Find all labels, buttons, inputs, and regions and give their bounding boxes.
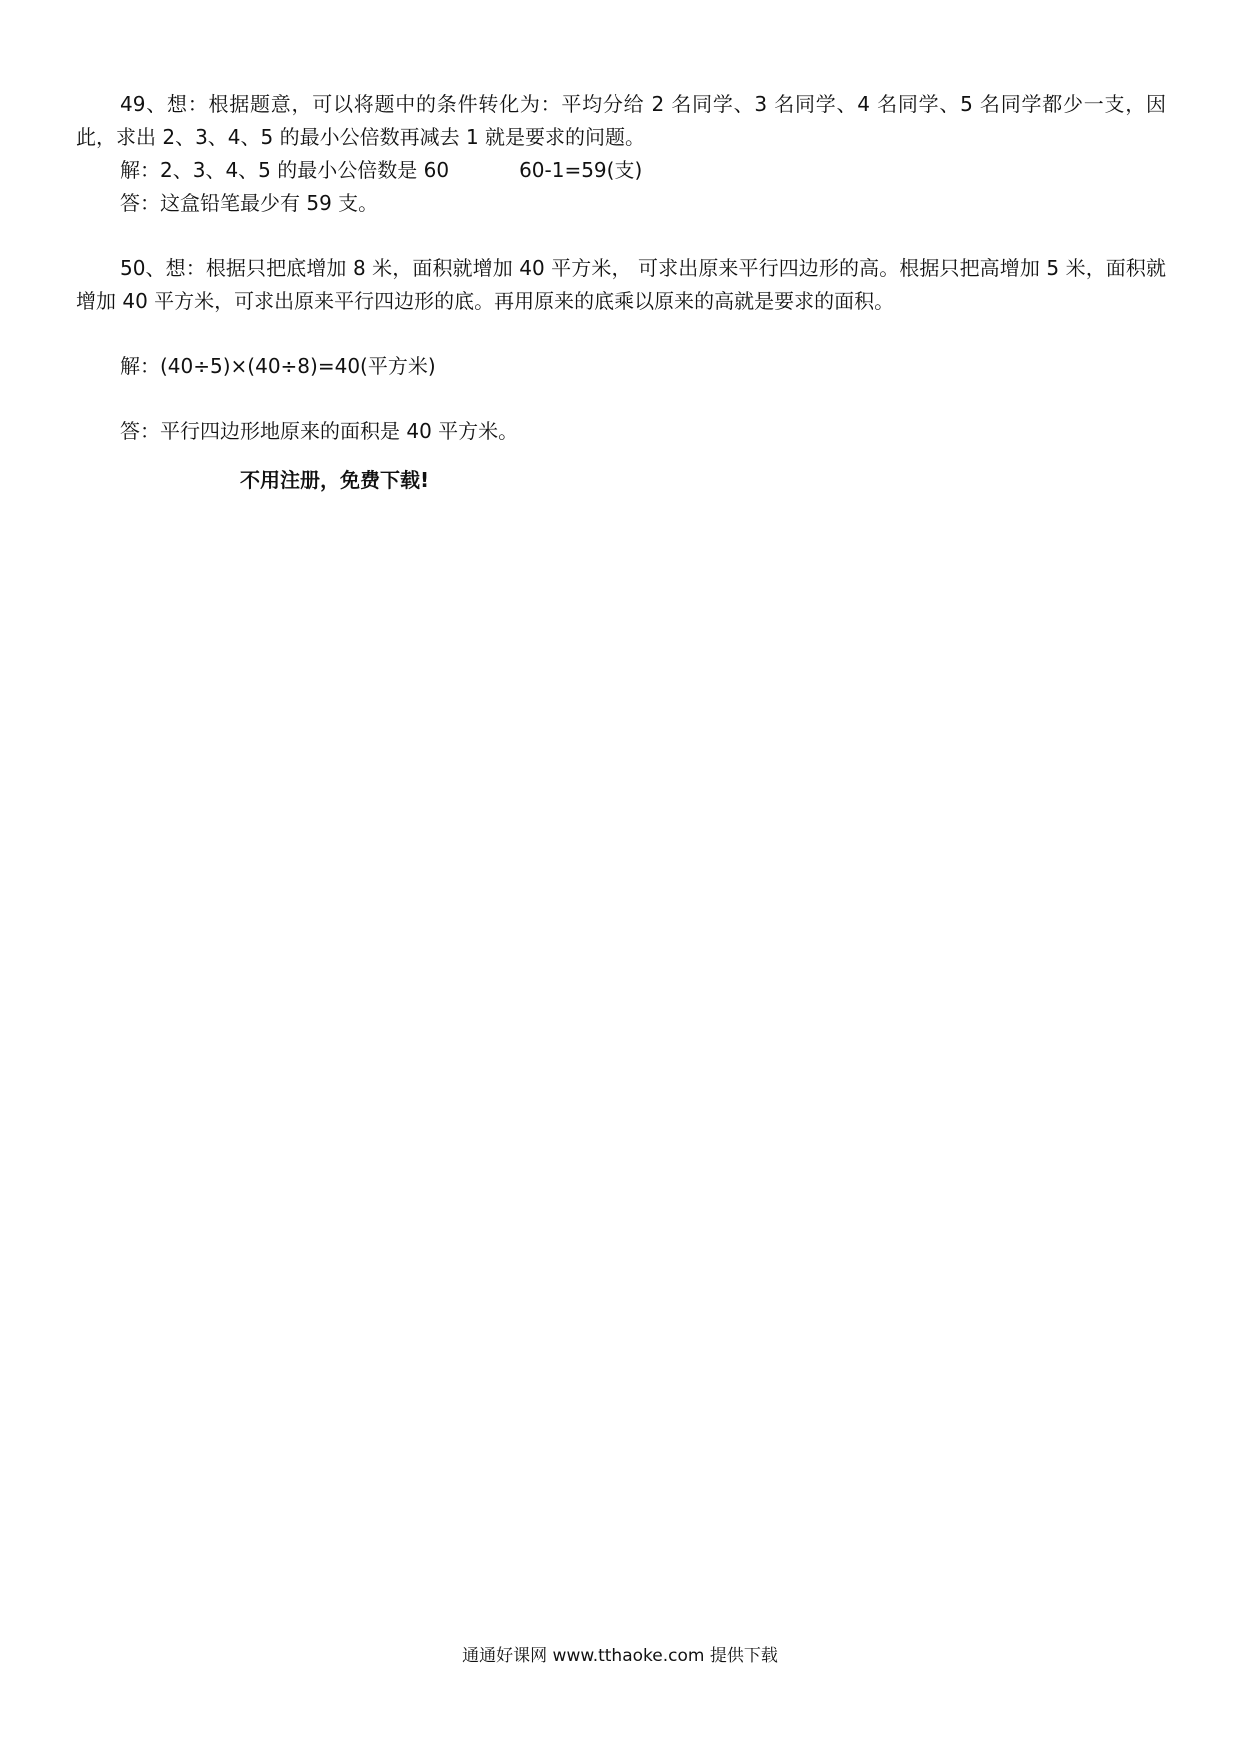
q49-answer: 答：这盒铅笔最少有 59 支。	[120, 191, 379, 215]
download-note: 不用注册，免费下载!	[240, 468, 430, 492]
q50-thinking: 50、想：根据只把底增加 8 米，面积就增加 40 平方米， 可求出原来平行四边形的高。根据只把高增加 5 米，面积就增加 40 平方米，可求出原来平行四边形的底。再用原来的底乘以原来的高就是要求的面积。	[76, 256, 1166, 313]
q49-solution-calc: 60-1=59(支)	[519, 158, 643, 182]
q49-solution	[120, 158, 642, 182]
q49-thinking: 49、想：根据题意，可以将题中的条件转化为：平均分给 2 名同学、3 名同学、4 名同学、5 名同学都少一支，因此，求出 2、3、4、5 的最小公倍数再减去 1 就是要求的问题。	[76, 92, 1166, 149]
q50-solution: 解：(40÷5)×(40÷8)=40(平方米)	[120, 354, 436, 378]
q50-answer: 答：平行四边形地原来的面积是 40 平方米。	[120, 419, 519, 443]
page-footer: 通通好课网 www.tthaoke.com 提供下载	[462, 1646, 778, 1666]
q49-solution-lcm: 解：2、3、4、5 的最小公倍数是 60	[120, 158, 450, 182]
